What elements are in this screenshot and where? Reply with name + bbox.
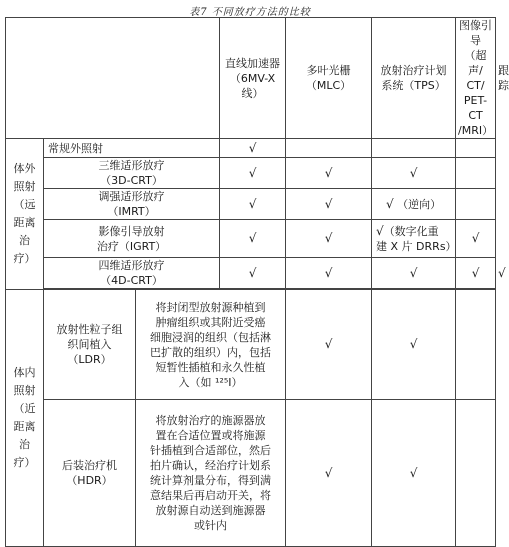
row-label-hdr: 后装治疗机 （HDR） bbox=[44, 400, 136, 547]
group-internal: 体内 照射 （近 距离 治 疗） bbox=[6, 290, 44, 547]
check-mark: √ bbox=[220, 158, 286, 189]
check-mark: √ bbox=[456, 258, 496, 289]
hdr-description: 将放射治疗的施源器放 置在合适位置或将施源 针插植到合适部位，然后 拍片确认，经治疗计划系 统计算剂量分布，得到满 意结果后再启动开关，将 放射源自动送到施源器 或针内 bbox=[136, 400, 286, 547]
table-row bbox=[6, 158, 496, 189]
row-label-igrt: 影像引导放射 治疗（IGRT） bbox=[44, 220, 220, 258]
row-label-3dcrt: 三维适形放疗 （3D-CRT） bbox=[44, 158, 220, 189]
row-label-imrt: 调强适形放疗 （IMRT） bbox=[44, 189, 220, 220]
table-row: 四维适形放疗 （4D-CRT） √ √ √ √ √ bbox=[6, 258, 496, 289]
table-row bbox=[6, 290, 496, 400]
row-label-ldr: 放射性粒子组 织间植入 （LDR） bbox=[44, 290, 136, 400]
header-mlc: 多叶光栅 （MLC） bbox=[286, 18, 372, 139]
tps-note-inverse: （逆向） bbox=[397, 197, 442, 211]
check-mark: √ bbox=[220, 220, 286, 258]
check-mark: √ bbox=[286, 220, 372, 258]
header-tps: 放射治疗计划 系统（TPS） bbox=[372, 18, 456, 139]
check-mark: √ bbox=[372, 290, 456, 400]
header-row: 直线加速器 （6MV-X 线） 多叶光栅 （MLC） 放射治疗计划 系统（TPS） 图像引导 （超声/ CT/ PET-CT /MRI） 跟踪 bbox=[6, 18, 496, 139]
table-row bbox=[6, 400, 496, 547]
header-igrt: 图像引导 （超声/ CT/ PET-CT /MRI） bbox=[456, 18, 496, 139]
check-mark: √ bbox=[286, 189, 372, 220]
table-row bbox=[6, 189, 496, 220]
ldr-description: 将封闭型放射源种植到 肿瘤组织或其附近受癌 细胞浸润的组织（包括淋 巴扩散的组织）内，包括 短暂性插植和永久性植 入（如 ¹²⁵I） bbox=[136, 290, 286, 400]
check-mark: √ bbox=[372, 158, 456, 189]
row-label-conventional: 常规外照射 bbox=[44, 139, 220, 158]
check-mark: √ bbox=[286, 258, 372, 289]
check-mark: √ bbox=[372, 400, 456, 547]
table-row bbox=[6, 139, 496, 158]
check-mark: √ bbox=[220, 258, 286, 289]
tps-cell-igrt: √（数字化重 建 X 片 DRRs） bbox=[372, 220, 456, 258]
check-mark: √ bbox=[220, 139, 286, 158]
check-mark: √ bbox=[372, 258, 456, 289]
row-label-4dcrt: 四维适形放疗 （4D-CRT） bbox=[44, 258, 220, 289]
check-mark: √ bbox=[376, 223, 384, 238]
header-linac: 直线加速器 （6MV-X 线） bbox=[220, 18, 286, 139]
comparison-table bbox=[5, 17, 509, 547]
header-empty bbox=[6, 18, 220, 139]
check-mark: √ bbox=[385, 196, 394, 211]
check-mark: √ bbox=[286, 290, 372, 400]
table-title: 表7 不同放疗方法的比较 bbox=[189, 7, 311, 18]
check-mark: √ bbox=[220, 189, 286, 220]
check-mark: √ bbox=[286, 400, 372, 547]
check-mark: √ bbox=[456, 220, 496, 258]
group-external: 体外 照射 （远 距离 治 疗） bbox=[6, 139, 44, 290]
check-mark: √ bbox=[286, 158, 372, 189]
tps-cell-imrt bbox=[372, 189, 456, 220]
table-row bbox=[6, 220, 496, 258]
